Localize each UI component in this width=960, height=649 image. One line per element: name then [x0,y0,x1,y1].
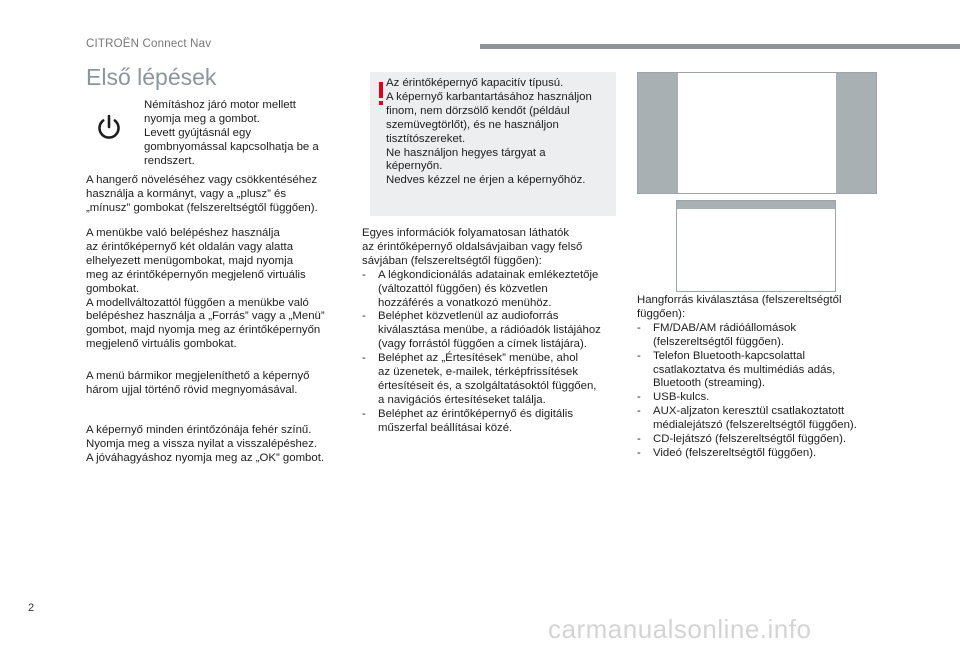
menu-paragraph [86,227,358,352]
text-line: hozzáférés a vonatkozó menühöz. [378,296,552,309]
text-line: A menü bármikor megjeleníthető a képernyő [86,370,310,382]
text-line: az üzenetek, e-mailek, térképfrissítések [378,366,579,379]
text-line: médialejátszó (felszereltségtől függően). [653,419,857,432]
text-line: - A légkondicionálás adatainak emlékeztetője [378,268,599,281]
screen-top-bar [677,201,835,209]
text-line: műszerfal beállításai közé. [378,421,513,434]
text-line: finom, nem dörzsölő kendőt (például [386,104,570,117]
text-line: (vagy forrástól függően a címek listájára). [378,338,587,351]
text-line: - FM/DAB/AM rádióállomások [653,321,797,334]
list-item [637,322,887,350]
list-item [637,447,887,461]
three-finger-paragraph [86,370,358,398]
text-line: - Telefon Bluetooth-kapcsolattal [653,349,805,362]
list-item [362,269,624,311]
text-line: Ne használjon hegyes tárgyat a [386,146,546,159]
text-line: (változattól függően) és közvetlen [378,282,548,295]
text-line: gombokat. [86,282,140,295]
list-item [637,350,887,392]
text-line: Némításhoz járó motor mellett [144,99,296,111]
screen-left-bar [638,73,678,193]
text-line: - Videó (felszereltségtől függően). [653,446,817,459]
text-line: A hangerő növeléséhez vagy csökkentéséhez [86,174,318,186]
warning-icon [376,82,386,106]
text-line: (felszereltségtől függően). [653,335,785,348]
text-line: A jóváhagyáshoz nyomja meg az „OK” gombot. [86,451,325,464]
text-line: kiválasztása menübe, a rádióadók listájához [378,324,601,337]
text-line: A menükbe való belépéshez használja [86,227,280,239]
text-line: A képernyő karbantartásához használjon [386,90,592,103]
text-line: Bluetooth (streaming). [653,377,766,390]
text-line: - Beléphet az érintőképernyő és digitális [378,407,574,420]
text-line: belépéshez használja a „Forrás” vagy a „Menü” [86,310,325,323]
text-line: Levett gyújtásnál egy [144,126,252,139]
audio-source-section [637,294,887,461]
text-line: Az érintőképernyő kapacitív típusú. [386,77,564,89]
running-header: CITROËN Connect Nav [86,38,212,50]
text-line: a navigációs értesítéseket találja. [378,393,546,406]
text-line: három ujjal történő rövid megnyomásával. [86,383,298,396]
volume-paragraph [86,174,358,216]
text-line: Hangforrás kiválasztása (felszereltségtől [637,294,842,306]
text-line: gombot, majd nyomja meg az érintőképernyőn [86,324,321,337]
text-line: „mínusz” gombokat (felszereltségtől függően). [86,201,318,214]
text-line: sávjában (felszereltségtől függően): [362,254,542,267]
text-line: megjelenő virtuális gombokat. [86,338,237,351]
text-line: képernyőn. [386,160,443,173]
watermark: carmanualsonline.info [548,614,812,644]
warning-text [386,77,612,188]
text-line: rendszert. [144,154,195,167]
text-line: az érintőképernyő két oldalán vagy alatta [86,240,294,253]
header-bar [480,44,960,49]
info-list [362,269,624,436]
power-button-text [144,99,354,169]
text-line: A képernyő minden érintőzónája fehér színű. [86,424,312,436]
text-line: használja a kormányt, vagy a „plusz” és [86,187,287,200]
text-line: értesítéseit és, a szolgáltatásoktól függően, [378,379,597,392]
text-line: tisztítószereket. [386,132,466,145]
text-line: Nyomja meg a vissza nyilat a visszalépéshez. [86,437,318,450]
text-line: - AUX-aljzaton keresztül csatlakoztatott [653,405,845,418]
text-line: nyomja meg a gombot. [144,112,260,125]
screen-diagram-top-bar [676,200,836,292]
text-line: - USB-kulcs. [653,391,710,404]
text-line: csatlakoztatva és multimédiás adás, [653,363,836,376]
text-line: az érintőképernyő oldalsávjaiban vagy felső [362,240,583,253]
power-icon [94,112,124,142]
text-line: - CD-lejátszó (felszereltségtől függően). [653,433,847,446]
list-item [362,310,624,352]
screen-right-bar [836,73,876,193]
touch-zone-paragraph [86,424,358,466]
audio-source-list [637,322,887,461]
page-title: Első lépések [86,64,217,90]
text-line: Nedves kézzel ne érjen a képernyőhöz. [386,174,586,187]
text-line: meg az érintőképernyőn megjelenő virtuális [86,268,306,281]
text-line: Egyes információk folyamatosan láthatók [362,227,570,239]
text-line: A modellváltozattól függően a menükbe való [86,296,309,309]
list-item [362,408,624,436]
text-line: elhelyezett menügombokat, majd nyomja [86,254,294,267]
list-item [362,352,624,408]
text-line: - Beléphet az „Értesítések” menübe, ahol [378,352,579,365]
text-line: gombnyomással kapcsolhatja be a [144,140,319,153]
text-line: - Beléphet közvetlenül az audioforrás [378,310,559,323]
page-number: 2 [28,602,35,614]
screen-diagram-side-bars [637,72,877,194]
list-item [637,405,887,433]
text-line: függően): [637,307,686,320]
info-bars-section [362,227,624,436]
list-item [637,433,887,447]
text-line: szemüvegtörlőt), és ne használjon [386,118,559,131]
list-item [637,391,887,405]
